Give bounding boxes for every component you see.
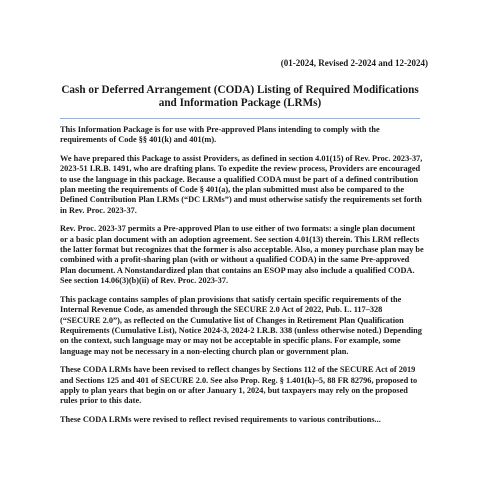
title-divider (60, 118, 420, 119)
paragraph-samples: This package contains samples of plan provisions that satisfy certain specific requirements of the Internal Revenue Code, as amended through the SECURE 2.0 Act of 2022, Pub. L. 117–328 (“SECURE 2.0”), as reflected on the Cumulative list of Changes in Retirement Plan Qualification Requirements (Cumulative List), Notice 2024-3, 2024-2 I.R.B. 338 (unless otherwise noted.) Depending on the context, such language may or may not be acceptable in specific plans. For example, some language may not be necessary in a non-electing church plan or government plan. (60, 294, 422, 356)
paragraph-providers: We have prepared this Package to assist Providers, as defined in section 4.01(15) of Rev. Proc. 2023-37, 2023-51 I.R.B. 1491, who are drafting plans. To expedite the review process, Providers are encouraged to use the language in this package. Because a qualified CODA must be part of a defined contribution plan meeting the requirements of Code § 401(a), the plan submitted must also be compared to the Defined Contribution Plan LRMs (“DC LRMs”) and must otherwise satisfy the requirements set forth in Rev. Proc. 2023-37. (60, 153, 423, 215)
paragraph-revisions: These CODA LRMs have been revised to reflect changes by Sections 112 of the SECURE Act of 2019 and Sections 125 and 401 of SECURE 2.0. See also Prop. Reg. § 1.401(k)–5, 88 FR 82796, proposed to apply to plan years that begin on or after January 1, 2024, but taxpayers may rely on the proposed rules prior to this date. (60, 365, 418, 406)
paragraph-formats: Rev. Proc. 2023-37 permits a Pre-approved Plan to use either of two formats: a single plan document or a basic plan document with an adoption agreement. See section 4.01(13) therein. This LRM reflects the latter format but recognizes that the former is also acceptable. Also, a money purchase plan may be combined with a profit-sharing plan (with or without a qualified CODA) in the same Pre-approved Plan document. A Nonstandardized plan that contains an ESOP may also include a qualified CODA. See section 14.06(3)(b)(ii) of Rev. Proc. 2023-37. (60, 224, 424, 286)
document-body (60, 125, 424, 433)
document-title: Cash or Deferred Arrangement (CODA) Listing of Required Modifications and Information Package (LRMs) (61, 84, 419, 109)
paragraph-cutoff: These CODA LRMs were revised to reflect revised requirements to various contributions... (60, 414, 381, 424)
paragraph-intro: This Information Package is for use with Pre-approved Plans intending to comply with the requirements of Code §§ 401(k) and 401(m). (60, 125, 380, 145)
revision-note: (01-2024, Revised 2-2024 and 12-2024) (280, 58, 428, 68)
